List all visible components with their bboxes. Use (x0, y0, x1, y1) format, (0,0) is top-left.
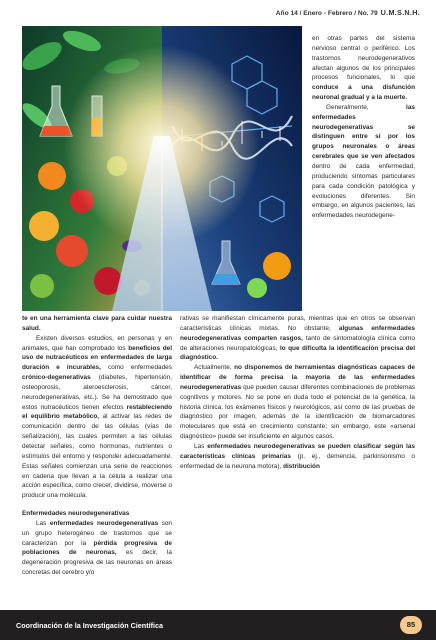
paragraph (22, 334, 172, 501)
text-run: (diabetes, hipertensión, osteoporosis, ateroesclerosis, cáncer, neurodegenerativas, etc.). Se ha demostrado que estos nutracéuticos tienen efectos (22, 374, 172, 411)
page-footer (0, 610, 436, 640)
bold-text: crónico-degenerativas (22, 374, 91, 382)
text-run: tanto de sintomatología clínica como de alteraciones neuropatológicas, (180, 334, 415, 352)
paragraph (22, 314, 172, 334)
text-run: Las (36, 519, 50, 527)
text-run: en otras partes del sistema nervioso central o periférico. Los trastornos neurodegenerativos afectan algunos de los principales procesos funcionales, lo que (312, 35, 415, 82)
text-run: rativas se manifiestan clínicamente puras, mientras que en otros se observan características clínicas mixtas. No obstante, (180, 315, 415, 332)
bold-text: pérdida progresiva de poblaciones de neuronas, (22, 539, 172, 557)
page-header (0, 0, 436, 20)
bold-text: las enfermedades neurodegenerativas se distinguen entre sí por los grupos neuronales o áreas cerebrales que se ven afectados (312, 103, 415, 161)
page-number: 85 (400, 616, 422, 634)
bold-text: algunas enfermedades neurodegenerativas comparten rasgos, (180, 324, 415, 342)
text-run: dentro de cada enfermedad, produciendo síntomas particulares para cada condición patológica y evoluciones diferentes. Sin embargo, en algunos pacientes, las enfermedades neurodegene- (312, 162, 415, 220)
bold-text: lo que dificulta la identificación precisa del diagnóstico. (180, 344, 415, 362)
section-heading: Enfermedades neurodegenerativas (22, 510, 130, 518)
paragraph (312, 103, 415, 221)
paragraph (180, 442, 415, 472)
right-column-top (312, 34, 415, 221)
bold-text: enfermedades neurodegenerativas (49, 519, 159, 527)
bold-text: conduce a una disfunción neuronal gradual y a la muerte. (312, 84, 415, 102)
bold-text: distribución (283, 462, 320, 470)
article-illustration (22, 26, 302, 311)
text-run: Generalmente, (326, 103, 407, 111)
institution-label: U.M.S.N.H. (380, 8, 420, 17)
bold-text: te en una herramienta clave para cuidar nuestra salud. (22, 315, 172, 332)
text-run: Existen diversos estudios, en personas y en animales, que han comprobado los (22, 334, 172, 352)
paragraph (22, 519, 172, 578)
issue-info (276, 8, 420, 17)
bold-text: no disponemos de herramientas diagnósticas capaces de identificar de forma precisa la mayoría de las enfermedades neurodegenerativas (180, 364, 415, 391)
footer-label: Coordinación de la Investigación Científica (16, 621, 163, 630)
text-run: Las (194, 442, 208, 450)
text-run: al activar las redes de comunicación dentro de las células (vías de señalización), las cuales permiten a las células detectar señales, como hormonas, nutrientes o estímulos del entorno y responder adecuadamente. Estas señales comienzan una serie de reacciones en cadena que llevan a la célula a realizar una acción específica, como crecer, dividirse, moverse o producir una molécula. (22, 413, 172, 500)
text-run: (p. ej., demencia, parkinsonismo o enfermedad de la neurona motora), (180, 452, 415, 470)
bold-text: enfermedades neurodegenerativas se pueden clasificar según las características clínicas primarias (180, 442, 416, 460)
bold-text: restableciendo el equilibrio metabólico, (22, 403, 172, 421)
text-run: son un grupo heterogéneo de trastornos que se caracterizan por la (22, 519, 173, 547)
right-column-bottom (180, 314, 415, 472)
paragraph (312, 34, 415, 103)
left-column (22, 314, 172, 578)
issue-label: Año 14 / Enero - Febrero / No. 79 (275, 10, 378, 17)
text-run: es decir, la degeneración progresiva de las neuronas en áreas concretas del cerebro y/o (22, 549, 172, 577)
paragraph (180, 314, 415, 363)
text-run: como enfermedades (100, 364, 172, 372)
text-run: que pueden causar diferentes combinaciones de problemas cognitivos y motores. No se pone en duda todo el potencial de la genética, la historia clínica, los exámenes físicos y neurológicos, así como de las pruebas de diagnóstico por imagen, además de la identificación de biomarcadores moleculares que está en crecimiento constante; sin embargo, este «arsenal diagnóstico» puede ser insuficiente en algunos casos. (180, 383, 415, 441)
text-run: Actualmente, (194, 364, 235, 372)
bold-text: beneficios del uso de nutracéuticos en enfermedades de larga duración e incurables, (22, 344, 172, 372)
paragraph (180, 363, 415, 442)
